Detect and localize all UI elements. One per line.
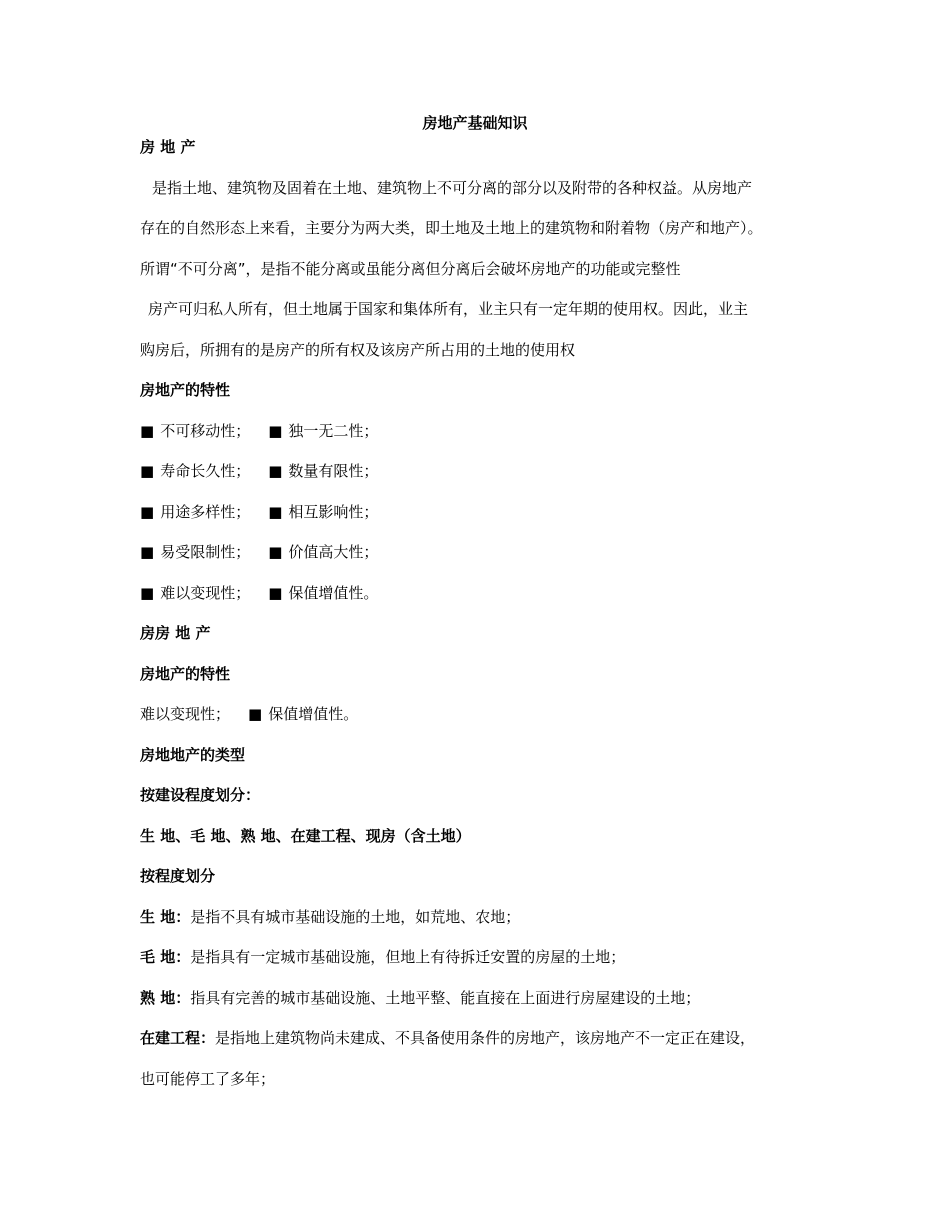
- characteristics-row: [140, 502, 378, 522]
- definition-text: 是指不具有城市基础设施的土地，如荒地、农地；: [190, 908, 521, 926]
- intro-paragraph-1-line-2: 存在的自然形态上来看，主要分为两大类，即土地及土地上的建筑物和附着物（房产和地产）。: [140, 219, 763, 237]
- bullet-icon: ■: [140, 422, 155, 440]
- bullet-icon: ■: [268, 584, 283, 602]
- characteristics-row: [140, 542, 378, 562]
- intro-paragraph-2-line-1: 房产可归私人所有，但土地属于国家和集体所有，业主只有一定年期的使用权。因此，业主: [148, 300, 749, 318]
- heading-types: 房地地产的类型: [140, 746, 246, 764]
- characteristic-item: 保值增值性。: [288, 584, 379, 602]
- bullet-icon: ■: [140, 462, 155, 480]
- definition-text: 是指地上建筑物尚未建成、不具备使用条件的房地产，该房地产不一定正在建设，: [215, 1029, 756, 1047]
- bullet-icon: ■: [140, 584, 155, 602]
- characteristics-row: [140, 461, 378, 481]
- intro-paragraph-1-line-1: 是指土地、建筑物及固着在土地、建筑物上不可分离的部分以及附带的各种权益。从房地产: [152, 179, 753, 197]
- definition-item: [140, 947, 625, 967]
- bullet-icon: ■: [268, 543, 283, 561]
- characteristics-row: [140, 583, 378, 603]
- characteristic-item: 不可移动性；: [160, 422, 251, 440]
- heading-characteristics: 房地产的特性: [140, 381, 231, 399]
- intro-paragraph-1-line-3: 所谓“不可分离”，是指不能分离或虽能分离但分离后会破坏房地产的功能或完整性: [140, 260, 681, 278]
- definition-item: [140, 907, 520, 927]
- characteristic-item: 数量有限性；: [288, 462, 379, 480]
- definition-text: 指具有完善的城市基础设施、土地平整、能直接在上面进行房屋建设的土地；: [190, 989, 701, 1007]
- bullet-icon: ■: [248, 705, 263, 723]
- definition-term: 生 地：: [140, 908, 191, 926]
- bullet-icon: ■: [268, 503, 283, 521]
- heading-real-estate: 房 地 产: [140, 138, 196, 156]
- bullet-icon: ■: [140, 503, 155, 521]
- definition-text: 是指具有一定城市基础设施，但地上有待拆迁安置的房屋的土地；: [190, 948, 626, 966]
- heading-by-construction: 按建设程度划分：: [140, 786, 261, 804]
- characteristics-repeat-row: [140, 704, 358, 724]
- definition-term: 毛 地：: [140, 948, 191, 966]
- heading-real-estate-repeat: 房房 地 产: [140, 624, 211, 642]
- bullet-icon: ■: [268, 422, 283, 440]
- intro-paragraph-2-line-2: 购房后，所拥有的是房产的所有权及该房产所占用的土地的使用权: [140, 341, 576, 359]
- heading-characteristics-repeat: 房地产的特性: [140, 665, 231, 683]
- characteristic-item: 难以变现性；: [140, 705, 231, 723]
- construction-list: 生 地、毛 地、熟 地、在建工程、现房（含土地）: [140, 827, 471, 845]
- definition-item: [140, 1028, 755, 1048]
- characteristic-item: 价值高大性；: [288, 543, 379, 561]
- bullet-icon: ■: [140, 543, 155, 561]
- document-title: 房地产基础知识: [422, 114, 528, 132]
- characteristic-item: 易受限制性；: [160, 543, 251, 561]
- characteristic-item: 保值增值性。: [268, 705, 359, 723]
- characteristic-item: 难以变现性；: [160, 584, 251, 602]
- definition-continuation: 也可能停工了多年；: [140, 1070, 276, 1088]
- characteristic-item: 独一无二性；: [288, 422, 379, 440]
- bullet-icon: ■: [268, 462, 283, 480]
- characteristics-row: [140, 421, 378, 441]
- characteristic-item: 寿命长久性；: [160, 462, 251, 480]
- heading-by-degree: 按程度划分: [140, 867, 216, 885]
- definition-term: 在建工程：: [140, 1029, 216, 1047]
- definition-item: [140, 988, 700, 1008]
- characteristic-item: 用途多样性；: [160, 503, 251, 521]
- definition-term: 熟 地：: [140, 989, 191, 1007]
- characteristic-item: 相互影响性；: [288, 503, 379, 521]
